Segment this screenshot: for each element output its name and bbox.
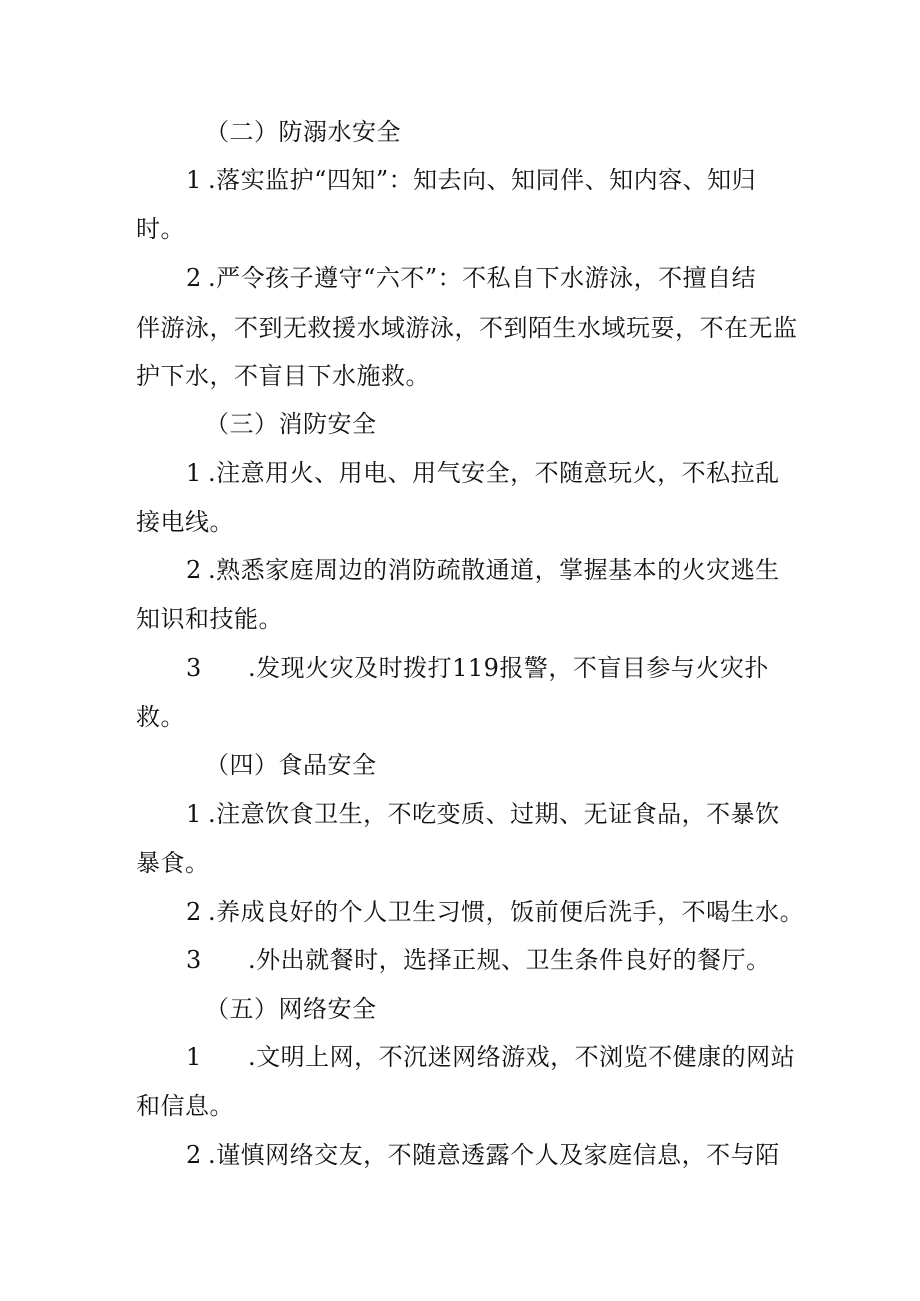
item-text: .谨慎网络交友，不随意透露个人及家庭信息，不与陌	[208, 1141, 780, 1169]
list-item-continuation	[136, 212, 185, 246]
item-number: 2	[186, 1141, 202, 1169]
item-number: 2	[186, 264, 202, 292]
list-item-continuation	[136, 846, 210, 880]
item-text: 救。	[136, 703, 185, 731]
item-text: .外出就餐时，选择正规、卫生条件良好的餐厅。	[248, 946, 771, 974]
list-item	[186, 456, 780, 490]
list-item	[186, 1138, 780, 1172]
item-text: .熟悉家庭周边的消防疏散通道，掌握基本的火灾逃生	[208, 556, 780, 584]
list-item-continuation	[136, 311, 798, 345]
item-text: 知识和技能。	[136, 605, 283, 633]
list-item	[186, 797, 780, 831]
list-item-continuation	[136, 359, 430, 393]
list-item	[186, 1040, 795, 1074]
heading-text: （三）消防安全	[205, 410, 377, 438]
list-item	[186, 943, 771, 977]
item-number: 3	[186, 946, 202, 974]
item-number: 1	[186, 459, 202, 487]
heading-text: （四）食品安全	[205, 751, 377, 779]
item-text: .养成良好的个人卫生习惯，饭前便后洗手，不喝生水。	[208, 898, 805, 926]
section-heading-fire	[205, 407, 377, 441]
list-item	[186, 163, 756, 197]
item-text: .严令孩子遵守“六不”：不私自下水游泳，不擅自结	[208, 264, 757, 292]
list-item	[186, 651, 769, 685]
list-item	[186, 261, 756, 295]
item-text: .发现火灾及时拨打119报警，不盲目参与火灾扑	[248, 654, 769, 682]
list-item-continuation	[136, 602, 283, 636]
item-text: 和信息。	[136, 1092, 234, 1120]
list-item	[186, 553, 780, 587]
item-number: 2	[186, 556, 202, 584]
heading-text: （五）网络安全	[205, 995, 377, 1023]
item-text: .文明上网，不沉迷网络游戏，不浏览不健康的网站	[248, 1043, 796, 1071]
item-text: .落实监护“四知”：知去向、知同伴、知内容、知归	[208, 166, 757, 194]
item-number: 1	[186, 1043, 202, 1071]
section-heading-food	[205, 748, 377, 782]
item-text: 伴游泳，不到无救援水域游泳，不到陌生水域玩耍，不在无监	[136, 314, 798, 342]
item-text: 暴食。	[136, 849, 210, 877]
list-item-continuation	[136, 505, 234, 539]
list-item	[186, 895, 804, 929]
item-number: 3	[186, 654, 202, 682]
section-heading-drowning	[205, 115, 401, 149]
item-text: .注意用火、用电、用气安全，不随意玩火，不私拉乱	[208, 459, 780, 487]
item-number: 1	[186, 800, 202, 828]
heading-text: （二）防溺水安全	[205, 118, 401, 146]
list-item-continuation	[136, 700, 185, 734]
item-number: 1	[186, 166, 202, 194]
item-number: 2	[186, 898, 202, 926]
item-text: .注意饮食卫生，不吃变质、过期、无证食品，不暴饮	[208, 800, 780, 828]
section-heading-network	[205, 992, 377, 1026]
item-text: 护下水，不盲目下水施救。	[136, 362, 430, 390]
item-text: 接电线。	[136, 508, 234, 536]
item-text: 时。	[136, 215, 185, 243]
list-item-continuation	[136, 1089, 234, 1123]
